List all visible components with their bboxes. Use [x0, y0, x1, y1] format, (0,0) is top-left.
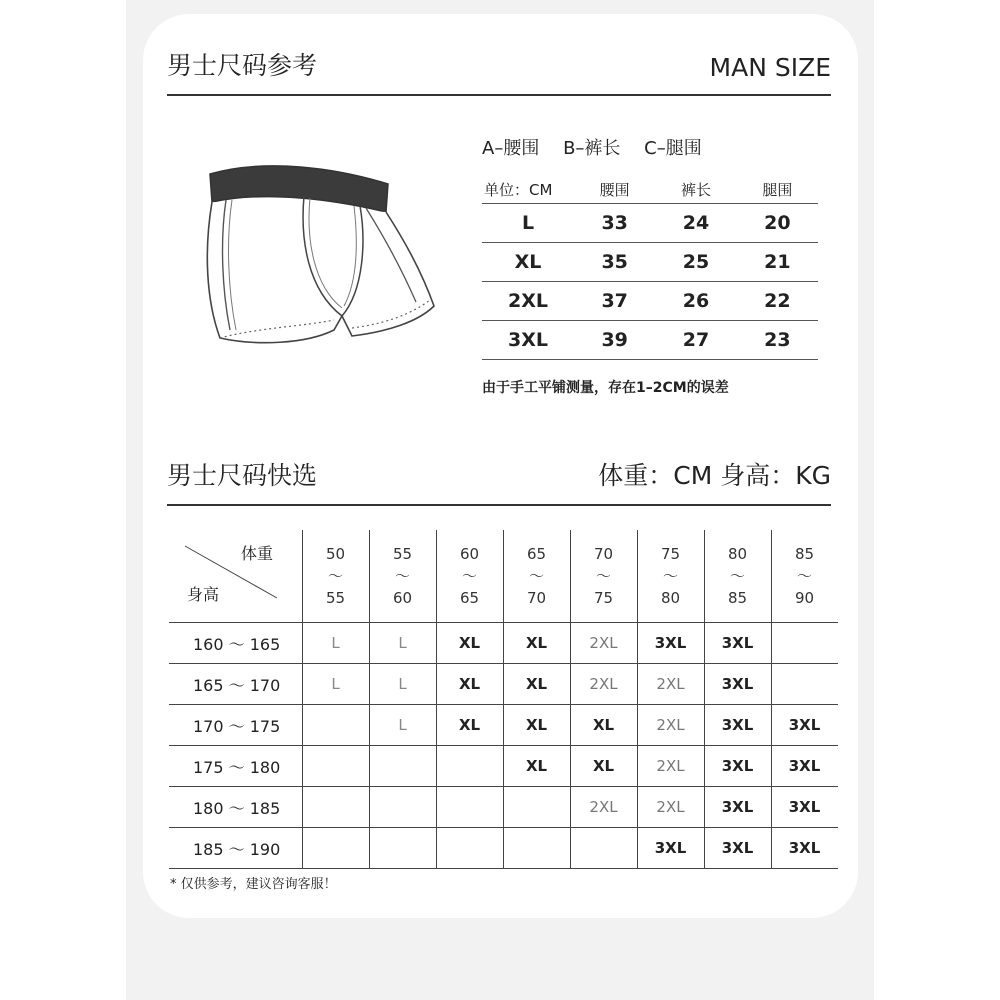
size-recommendation-cell: 2XL [637, 705, 704, 746]
size-recommendation-cell [436, 746, 503, 787]
size-recommendation-cell: XL [503, 664, 570, 705]
unit-header: 单位：CM [482, 176, 574, 204]
size-recommendation-cell: 3XL [771, 828, 838, 869]
value-cell: 25 [655, 243, 736, 282]
weight-range: 60 ～ 65 [436, 530, 503, 623]
size-recommendation-cell [302, 746, 369, 787]
size-recommendation-cell [436, 828, 503, 869]
corner-weight-label: 体重 [241, 544, 274, 563]
size-recommendation-cell [771, 623, 838, 664]
size-recommendation-cell: 2XL [570, 623, 637, 664]
value-cell: 39 [574, 321, 655, 360]
size-recommendation-cell [369, 787, 436, 828]
quick-select-table [169, 530, 838, 869]
weight-range: 85 ～ 90 [771, 530, 838, 623]
size-recommendation-cell: XL [436, 705, 503, 746]
size-recommendation-cell: 3XL [704, 787, 771, 828]
quick-select-title: 男士尺码快选 [167, 461, 318, 490]
legend-waist: A–腰围 [482, 138, 540, 159]
size-recommendation-cell [369, 828, 436, 869]
measurement-note: 由于手工平铺测量，存在1–2CM的误差 [482, 380, 729, 396]
size-measurement-table [482, 176, 818, 360]
table-row [169, 664, 838, 705]
height-range: 175 ～ 180 [169, 746, 302, 787]
quick-select-header [167, 461, 831, 506]
size-cell: 2XL [482, 282, 574, 321]
size-recommendation-cell [302, 787, 369, 828]
height-range: 185 ～ 190 [169, 828, 302, 869]
size-recommendation-cell: 3XL [771, 705, 838, 746]
size-recommendation-cell: 3XL [771, 746, 838, 787]
size-recommendation-cell: XL [503, 623, 570, 664]
size-recommendation-cell [771, 664, 838, 705]
table-row [169, 828, 838, 869]
table-row [482, 204, 818, 243]
height-range: 170 ～ 175 [169, 705, 302, 746]
size-reference-title: 男士尺码参考 [167, 51, 318, 80]
size-cell: L [482, 204, 574, 243]
value-cell: 20 [737, 204, 818, 243]
size-recommendation-cell: 3XL [704, 705, 771, 746]
weight-range: 70 ～ 75 [570, 530, 637, 623]
measurement-legend [482, 134, 720, 160]
table-row [169, 623, 838, 664]
size-recommendation-cell: XL [570, 746, 637, 787]
size-recommendation-cell [302, 828, 369, 869]
size-recommendation-cell [570, 828, 637, 869]
size-recommendation-cell [369, 746, 436, 787]
size-recommendation-cell: 3XL [704, 828, 771, 869]
size-recommendation-cell: 3XL [704, 664, 771, 705]
legend-length: B–裤长 [563, 138, 621, 159]
quick-select-units: 体重：CM 身高：KG [598, 461, 831, 490]
size-recommendation-cell: XL [503, 705, 570, 746]
size-recommendation-cell: L [369, 705, 436, 746]
size-recommendation-cell: L [369, 623, 436, 664]
size-cell: 3XL [482, 321, 574, 360]
table-header-row [482, 176, 818, 204]
size-recommendation-cell: 2XL [637, 746, 704, 787]
size-recommendation-cell [503, 828, 570, 869]
boxer-brief-illustration [196, 160, 441, 359]
table-row [169, 746, 838, 787]
size-recommendation-cell: XL [436, 623, 503, 664]
weight-range: 80 ～ 85 [704, 530, 771, 623]
weight-range: 50 ～ 55 [302, 530, 369, 623]
size-recommendation-cell: 2XL [570, 664, 637, 705]
value-cell: 26 [655, 282, 736, 321]
height-range: 165 ～ 170 [169, 664, 302, 705]
table-row [169, 705, 838, 746]
waist-header: 腰围 [574, 176, 655, 204]
weight-range: 65 ～ 70 [503, 530, 570, 623]
size-recommendation-cell: 2XL [637, 787, 704, 828]
size-reference-header [167, 51, 831, 96]
size-recommendation-cell [436, 787, 503, 828]
value-cell: 23 [737, 321, 818, 360]
man-size-label: MAN SIZE [709, 53, 831, 82]
leg-header: 腿围 [737, 176, 818, 204]
size-recommendation-cell: L [302, 623, 369, 664]
value-cell: 21 [737, 243, 818, 282]
size-recommendation-cell: 2XL [570, 787, 637, 828]
table-row [482, 243, 818, 282]
size-recommendation-cell [302, 705, 369, 746]
size-recommendation-cell: XL [570, 705, 637, 746]
size-recommendation-cell: 2XL [637, 664, 704, 705]
size-recommendation-cell: L [369, 664, 436, 705]
size-recommendation-cell: XL [436, 664, 503, 705]
legend-leg: C–腿围 [644, 138, 702, 159]
size-recommendation-cell: L [302, 664, 369, 705]
corner-height-label: 身高 [187, 585, 220, 604]
reference-note: * 仅供参考，建议咨询客服！ [170, 877, 337, 892]
value-cell: 24 [655, 204, 736, 243]
size-recommendation-cell: 3XL [771, 787, 838, 828]
value-cell: 37 [574, 282, 655, 321]
table-row [169, 787, 838, 828]
weight-range: 55 ～ 60 [369, 530, 436, 623]
size-recommendation-cell: 3XL [637, 828, 704, 869]
value-cell: 27 [655, 321, 736, 360]
size-recommendation-cell: 3XL [704, 746, 771, 787]
size-recommendation-cell [503, 787, 570, 828]
table-row [482, 282, 818, 321]
value-cell: 33 [574, 204, 655, 243]
size-cell: XL [482, 243, 574, 282]
height-range: 180 ～ 185 [169, 787, 302, 828]
size-recommendation-cell: XL [503, 746, 570, 787]
size-recommendation-cell: 3XL [704, 623, 771, 664]
weight-header-row [169, 530, 838, 623]
size-recommendation-cell: 3XL [637, 623, 704, 664]
weight-range: 75 ～ 80 [637, 530, 704, 623]
table-row [482, 321, 818, 360]
value-cell: 22 [737, 282, 818, 321]
value-cell: 35 [574, 243, 655, 282]
height-range: 160 ～ 165 [169, 623, 302, 664]
length-header: 裤长 [655, 176, 736, 204]
table-corner [169, 530, 302, 623]
